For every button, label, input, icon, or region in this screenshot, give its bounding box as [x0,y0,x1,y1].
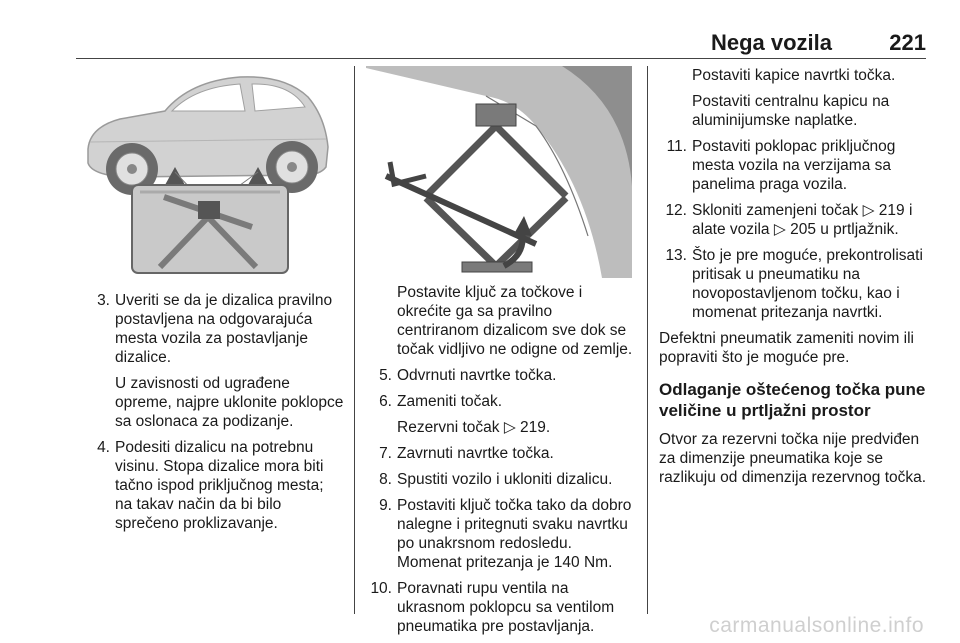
item-number: 5. [379,367,392,384]
column-1 [82,291,344,540]
continued-text: Postaviti kapice navrtki točka. [692,67,896,84]
item-number: 9. [379,497,392,514]
list-item [364,366,636,385]
item-note: Rezervni točak ▷ 219. [397,419,551,436]
item-number: 11. [666,138,687,155]
item-text: Zavrnuti navrtke točka. [397,445,554,462]
item-number: 13. [665,247,687,264]
item-number: 4. [97,439,110,456]
watermark: carmanualsonline.info [709,614,924,637]
item-note: U zavisnosti od ugrađene opreme, najpre uklonite poklopce sa oslonaca za podizanje. [115,375,344,430]
item-text: Što je pre moguće, prekontrolisati pritisak u pneumatiku na novopostavljenom točku, kao i momenat pritezanja navrtki. [692,247,923,321]
list-item [364,496,636,553]
header-divider [76,58,926,59]
item-number: 3. [97,292,110,309]
page-number: 221 [889,30,926,55]
car-jack-points-figure [80,67,338,275]
item-text: Postaviti ključ točka tako da dobro nalegne i pritegnuti svaku navrtku po unakrsnom redosledu. [397,497,632,552]
list-item [364,444,636,463]
item-text: Uveriti se da je dizalica pravilno postavljena na odgovarajuća mesta vozila za postavljanje dizalice. [115,292,333,366]
item-note: Momenat pritezanja je 140 Nm. [397,554,613,571]
column-3 [659,66,931,494]
item-text: Spustiti vozilo i ukloniti dizalicu. [397,471,613,488]
list-item [364,470,636,489]
item-number: 10. [370,580,392,597]
list-item [364,579,636,636]
item-number: 6. [379,393,392,410]
list-item [659,246,931,322]
intro-paragraph: Postavite ključ za točkove i okrećite ga sa pravilno centriranom dizalicom sve dok se točak vidljivo ne odigne od zemlje. [397,284,633,358]
item-text: Skloniti zamenjeni točak ▷ 219 i alate vozila ▷ 205 u prtljažnik. [692,202,913,238]
item-text: Zameniti točak. [397,393,503,410]
list-item [364,392,636,411]
item-number: 8. [379,471,392,488]
list-item [659,137,931,194]
list-item [659,201,931,239]
jack-wheel-figure [366,66,632,278]
continued-text: Postaviti centralnu kapicu na aluminijumske naplatke. [692,93,890,129]
column-divider-1 [354,66,355,614]
item-text: Postaviti poklopac priključnog mesta vozila na verzijama sa panelima praga vozila. [692,138,896,193]
item-text: Poravnati rupu ventila na ukrasnom poklopcu sa ventilom pneumatika pre postavljanja. [397,580,615,635]
item-number: 7. [379,445,392,462]
page-title: Nega vozila [710,30,832,55]
item-text: Odvrnuti navrtke točka. [397,367,557,384]
section-paragraph: Otvor za rezervni točka nije predviđen za dimenzije pneumatika koje se razlikuju od dimenzija rezervnog točka. [659,431,927,486]
list-item [82,438,344,533]
column-divider-2 [647,66,648,614]
section-heading: Odlaganje oštećenog točka pune veličine u prtljažni prostor [659,380,926,420]
column-2 [364,283,636,643]
body-paragraph: Defektni pneumatik zameniti novim ili popraviti što je moguće pre. [659,330,914,366]
item-text: Podesiti dizalicu na potrebnu visinu. Stopa dizalice mora biti tačno ispod priključnog mesta; na takav način da bi bilo sprečeno proklizavanje. [115,439,324,532]
item-number: 12. [665,202,687,219]
list-item [82,291,344,367]
